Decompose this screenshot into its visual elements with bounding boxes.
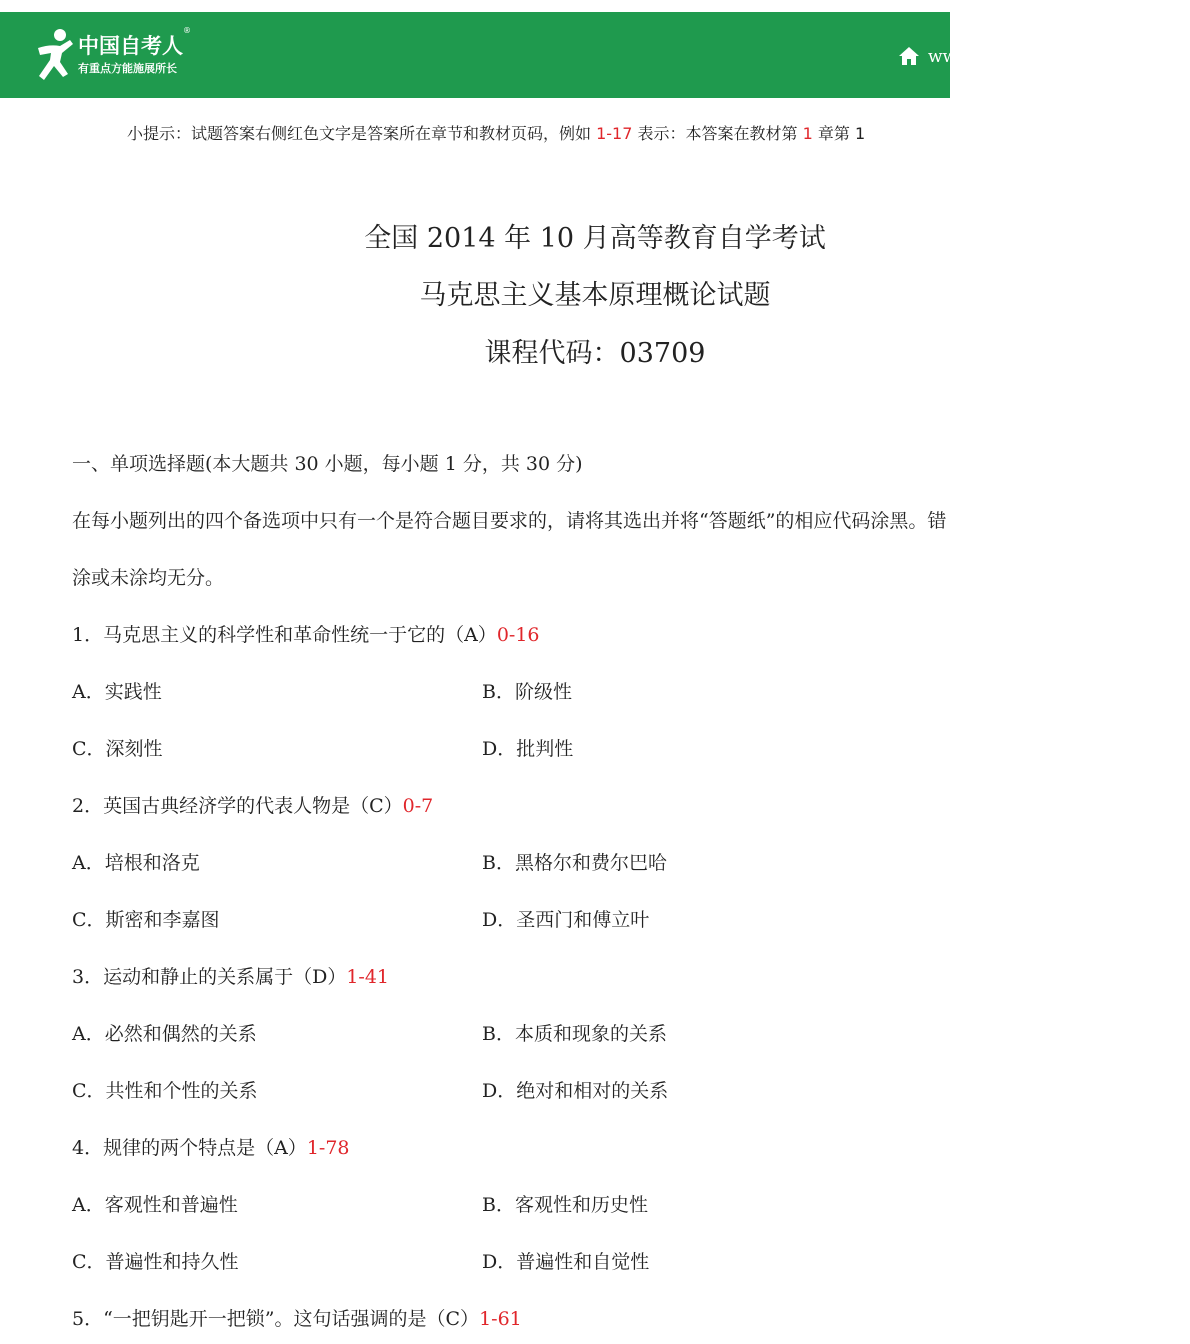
option-a: A．培根和洛克: [72, 852, 200, 874]
option-a: A．必然和偶然的关系: [72, 1023, 257, 1045]
site-header: [0, 12, 995, 98]
option-b: B．黑格尔和费尔巴哈: [482, 852, 667, 874]
logo-slogan: 有重点方能施展所长: [78, 62, 177, 75]
question-stem: [72, 1133, 350, 1160]
option-a: A．客观性和普遍性: [72, 1194, 238, 1216]
answer-tip: [127, 121, 950, 144]
option-d: D．圣西门和傅立叶: [482, 909, 650, 931]
tip-chapter: 1: [802, 124, 813, 143]
question-stem: [72, 1304, 522, 1331]
home-url: www.zk: [928, 47, 995, 67]
site-logo[interactable]: [30, 26, 205, 84]
option-c: C．斯密和李嘉图: [72, 909, 220, 931]
page-reference: 0-7: [402, 795, 434, 817]
option-b: B．阶级性: [482, 681, 572, 703]
tip-middle: 表示：本答案在教材第: [632, 124, 803, 143]
option-a: A．实践性: [72, 681, 162, 703]
option-b: B．本质和现象的关系: [482, 1023, 667, 1045]
section-instruction-cont: 涂或未涂均无分。: [72, 567, 225, 589]
tip-suffix: 章第 1: [812, 124, 866, 143]
page-reference: 1-41: [346, 966, 390, 988]
option-d: D．绝对和相对的关系: [482, 1080, 669, 1102]
question-stem: [72, 620, 540, 647]
question-text: 3．运动和静止的关系属于（D）: [72, 966, 347, 988]
option-b: B．客观性和历史性: [482, 1194, 648, 1216]
course-code: 课程代码：03709: [484, 338, 706, 369]
page-reference: 1-61: [479, 1308, 522, 1330]
runner-logo-icon: [30, 26, 78, 84]
question-stem: [72, 791, 433, 818]
option-d: D．普遍性和自觉性: [482, 1251, 650, 1273]
logo-name: 中国自考人: [78, 34, 183, 58]
exam-subject: 马克思主义基本原理概论试题: [419, 280, 771, 311]
option-c: C．深刻性: [72, 738, 163, 760]
tip-prefix: 小提示：试题答案右侧红色文字是答案所在章节和教材页码，例如: [127, 124, 597, 143]
tip-example: 1-17: [596, 124, 633, 143]
page-reference: 0-16: [496, 624, 540, 646]
registered-mark: ®: [183, 26, 191, 35]
option-c: C．共性和个性的关系: [72, 1080, 258, 1102]
exam-title: 全国 2014 年 10 月高等教育自学考试: [364, 223, 826, 254]
question-text: 4．规律的两个特点是（A）: [72, 1137, 307, 1159]
home-link[interactable]: [898, 45, 995, 67]
section-heading: 一、单项选择题(本大题共 30 小题，每小题 1 分，共 30 分): [72, 453, 583, 475]
section-instruction: 在每小题列出的四个备选项中只有一个是符合题目要求的，请将其选出并将“答题纸”的相应代码涂黑。错: [72, 510, 947, 532]
option-c: C．普遍性和持久性: [72, 1251, 239, 1273]
question-text: 1．马克思主义的科学性和革命性统一于它的（A）: [72, 624, 497, 646]
question-stem: [72, 962, 389, 989]
page-reference: 1-78: [306, 1137, 350, 1159]
question-text: 2．英国古典经济学的代表人物是（C）: [72, 795, 403, 817]
question-text: 5．“一把钥匙开一把锁”。这句话强调的是（C）: [72, 1308, 480, 1330]
home-icon: [898, 45, 920, 67]
option-d: D．批判性: [482, 738, 574, 760]
